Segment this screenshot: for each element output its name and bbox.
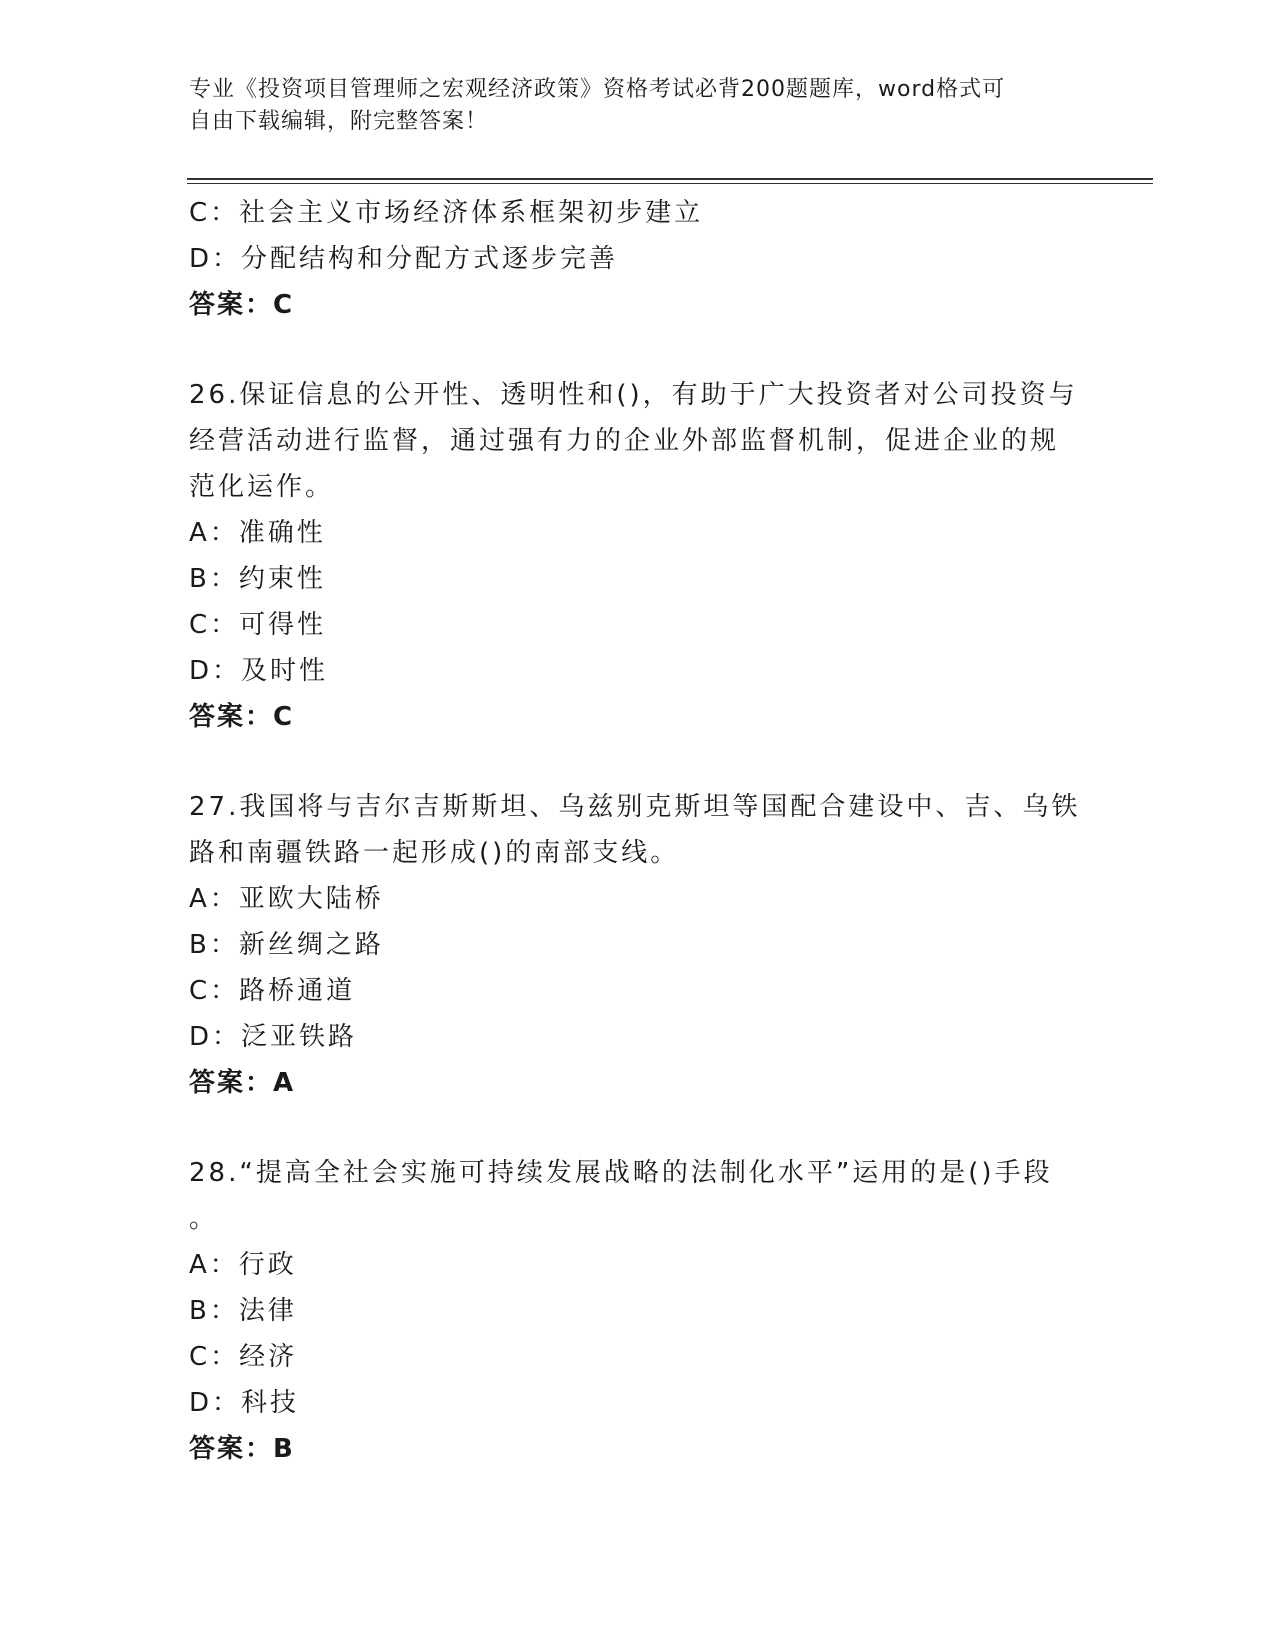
header-line-2: 自由下载编辑，附完整答案！ [189,109,489,134]
question-26-option-a: A：准确性 [189,518,326,548]
question-28-stem-line-2: 。 [189,1204,219,1234]
question-28 [189,1150,1089,1472]
question-26-stem-line-2: 经营活动进行监督，通过强有力的企业外部监督机制，促进企业的规 [189,426,1060,456]
question-28-option-c: C：经济 [189,1342,298,1372]
question-27 [189,784,1089,1106]
question-27-stem-line-2: 路和南疆铁路一起形成()的南部支线。 [189,838,680,868]
question-27-answer: 答案：A [189,1068,296,1098]
question-26-stem-line-1: 26.保证信息的公开性、透明性和()，有助于广大投资者对公司投资与 [189,380,1078,410]
question-26-option-b: B：约束性 [189,564,326,594]
question-28-option-d: D：科技 [189,1388,300,1418]
question-27-option-d: D：泛亚铁路 [189,1022,358,1052]
header-divider-thick [187,178,1153,180]
header-divider-thin [187,183,1153,184]
prev-option-c: C：社会主义市场经济体系框架初步建立 [189,198,704,228]
question-26-option-c: C：可得性 [189,610,327,640]
question-28-answer: 答案：B [189,1434,295,1464]
question-28-option-a: A：行政 [189,1250,297,1280]
prev-option-d: D：分配结构和分配方式逐步完善 [189,244,619,274]
question-27-option-c: C：路桥通道 [189,976,356,1006]
question-26-stem-line-3: 范化运作。 [189,472,335,502]
question-27-option-b: B：新丝绸之路 [189,930,384,960]
question-28-stem-line-1: 28.“提高全社会实施可持续发展战略的法制化水平”运用的是()手段 [189,1158,1053,1188]
header-line-1: 专业《投资项目管理师之宏观经济政策》资格考试必背200题题库，word格式可 [189,77,1006,102]
question-26-answer: 答案：C [189,702,295,732]
question-26 [189,372,1089,740]
question-content [189,190,1089,1472]
prev-answer: 答案：C [189,290,295,320]
question-27-stem-line-1: 27.我国将与吉尔吉斯斯坦、乌兹别克斯坦等国配合建设中、吉、乌铁 [189,792,1081,822]
question-26-option-d: D：及时性 [189,656,329,686]
question-28-option-b: B：法律 [189,1296,297,1326]
question-27-option-a: A：亚欧大陆桥 [189,884,384,914]
document-header [189,74,1089,138]
